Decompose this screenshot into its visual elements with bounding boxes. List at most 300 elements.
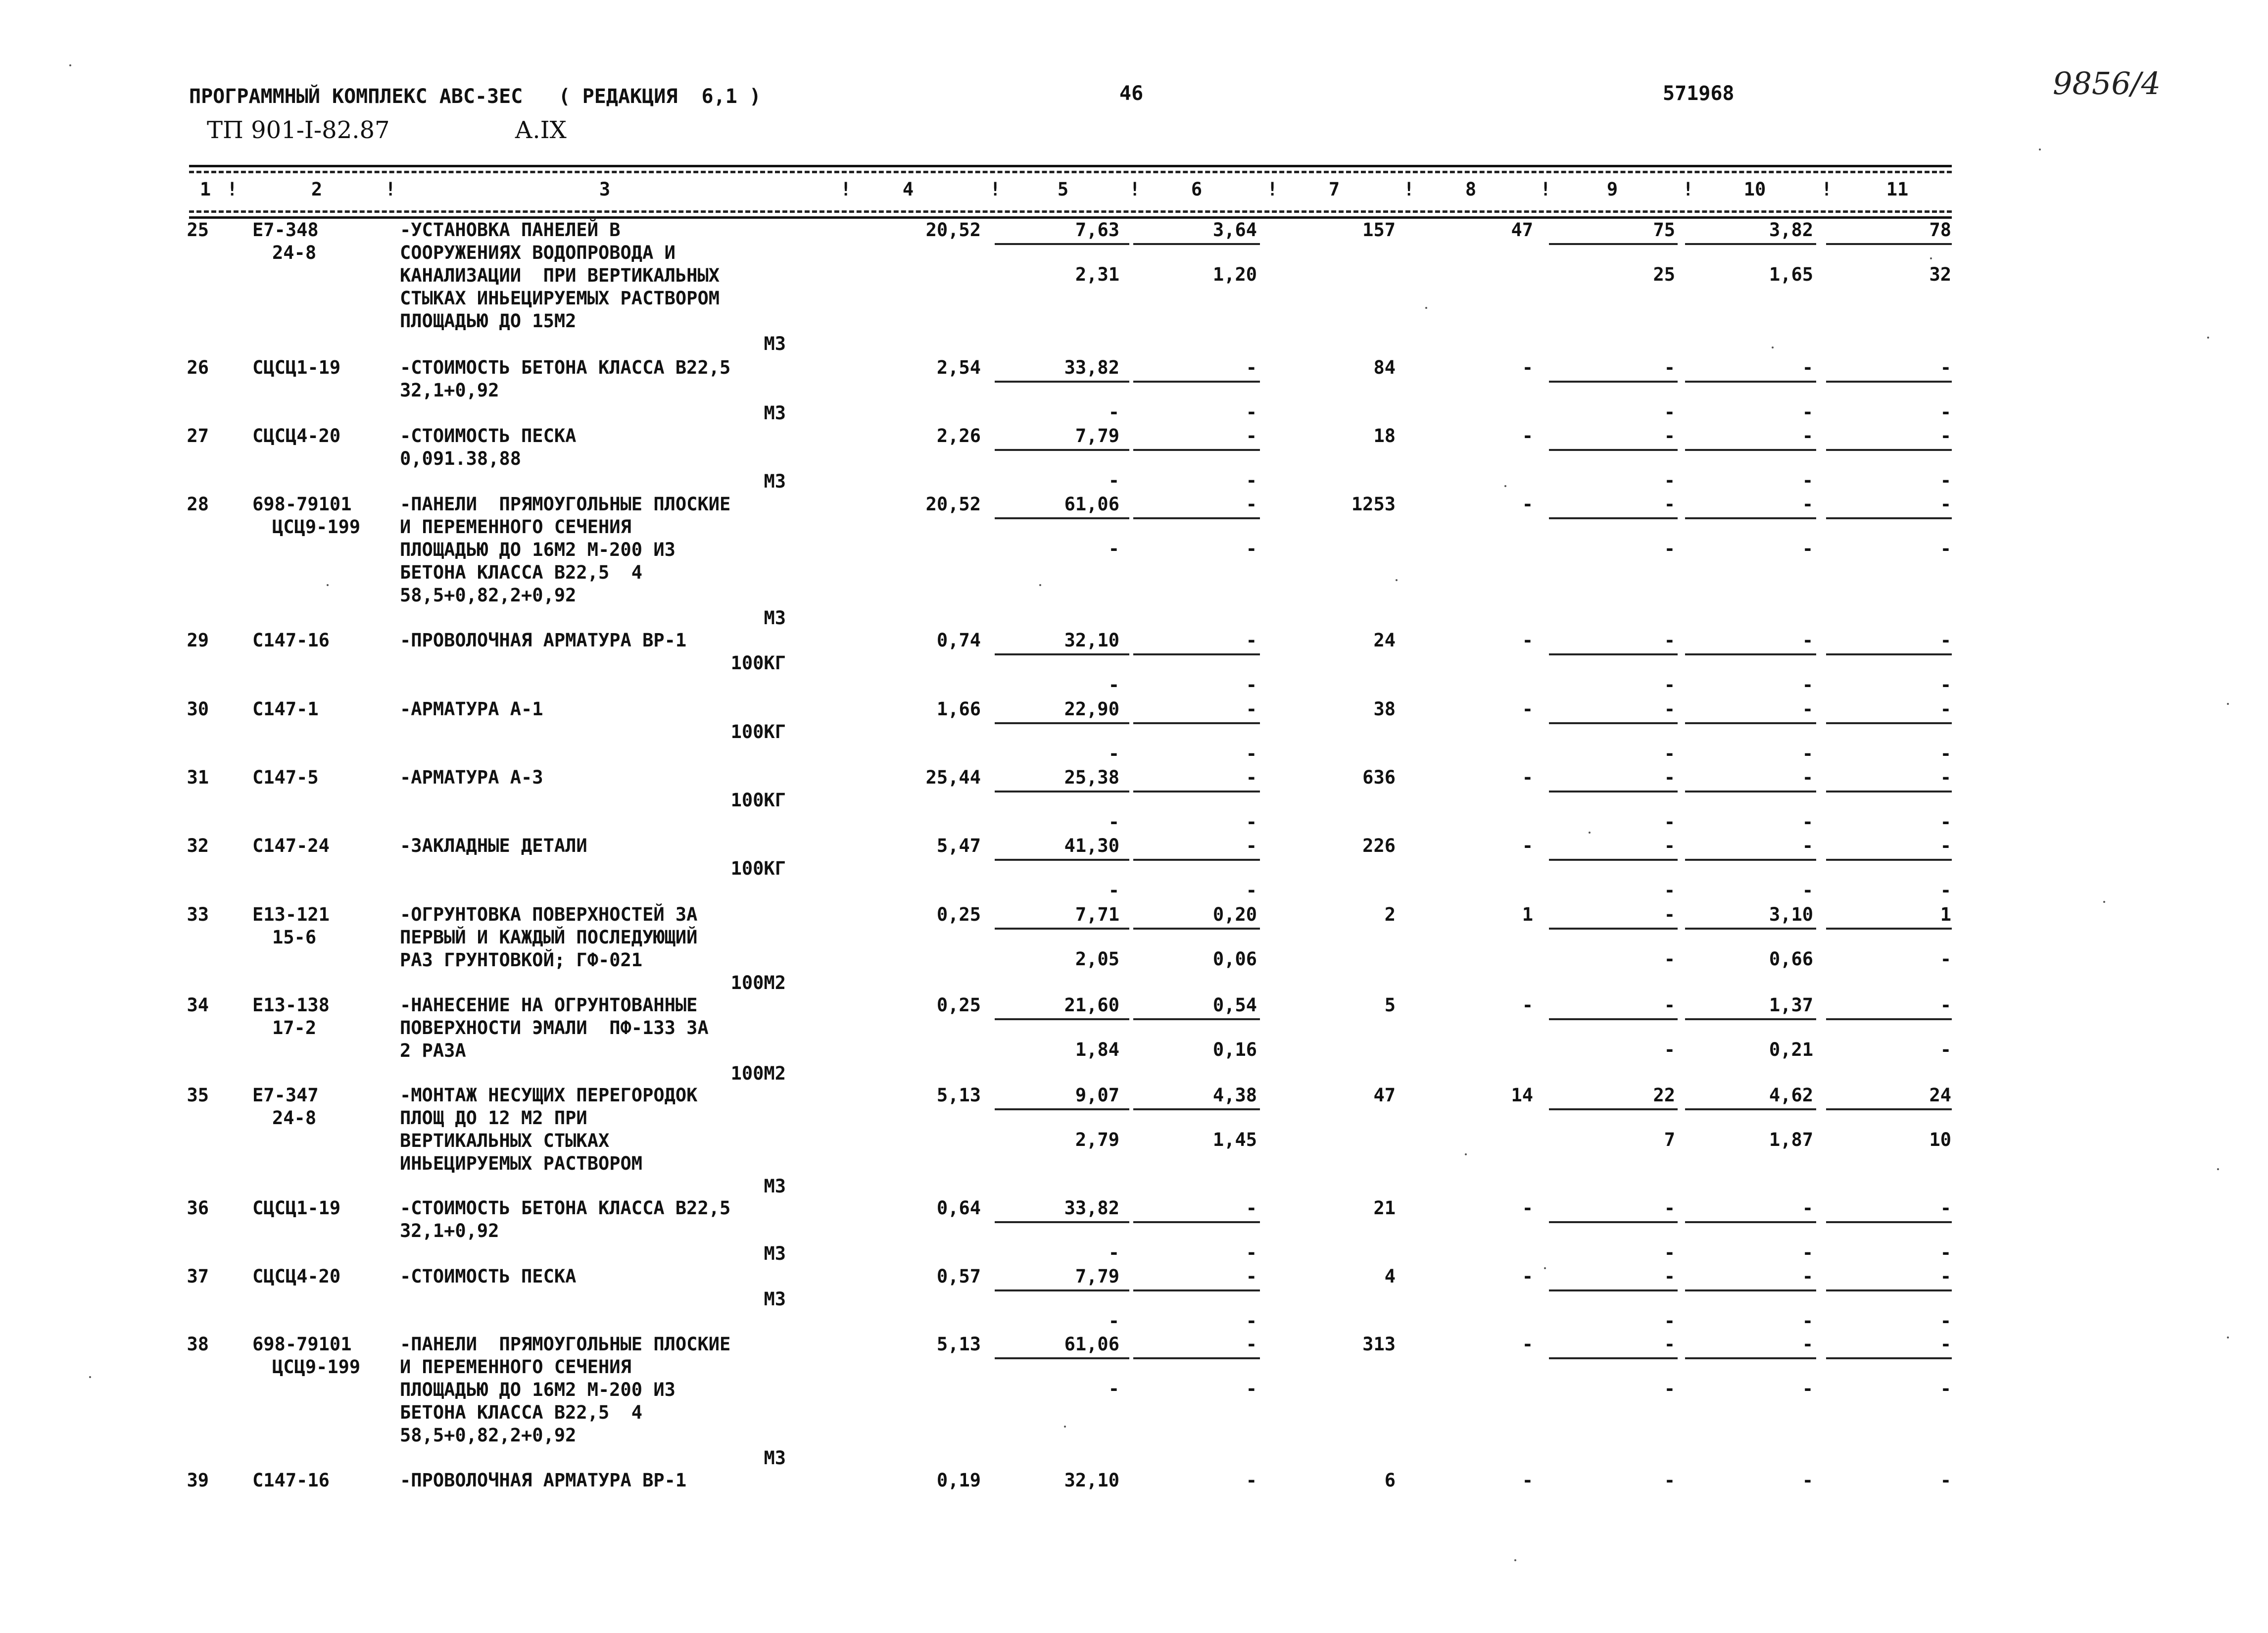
c5-value-bottom: 2,31 [1075,264,1119,285]
c6-value-top: 0,54 [1212,994,1257,1016]
c11-value-bottom: - [1940,1310,1951,1332]
c10-fraction-rule [1685,1289,1816,1291]
c5-value-top: 41,30 [1064,835,1119,856]
row-number: 32 [187,835,209,856]
pricing-code: 698-79101 [252,1334,352,1355]
c5-value-bottom: - [1108,401,1119,423]
work-description: -ПРОВОЛОЧНАЯ АРМАТУРА ВР-1 [400,1470,687,1491]
c11-value-top: 1 [1940,904,1951,925]
c10-value-bottom: - [1802,470,1813,491]
col8-value: - [1522,767,1533,788]
c6-value-top: - [1246,425,1257,446]
column-header-3: 3 [599,179,611,200]
c9-fraction-rule [1549,859,1678,861]
column-header-10: 10 [1743,179,1766,200]
c5-value-bottom: - [1108,743,1119,764]
c9-fraction-rule [1549,791,1678,792]
c5-fraction-rule [995,791,1129,792]
c10-value-top: 3,82 [1769,219,1813,241]
scan-speck [1589,832,1591,834]
c9-value-bottom: - [1664,811,1675,833]
scan-speck [1544,1267,1546,1269]
row-number: 37 [187,1266,209,1287]
total-count-value: 38 [1373,698,1396,720]
quantity-value: 1,66 [936,698,981,720]
measure-unit: 100КГ [730,721,786,742]
column-separator: ! [1267,179,1278,200]
c6-fraction-rule [1133,1357,1260,1359]
column-header-6: 6 [1191,179,1203,200]
c10-fraction-rule [1685,1357,1816,1359]
c10-value-bottom: - [1802,743,1813,764]
work-description: КАНАЛИЗАЦИИ ПРИ ВЕРТИКАЛЬНЫХ [400,265,720,286]
pricing-code: СЦСЦ1-19 [252,357,341,378]
scan-speck [1465,1153,1467,1155]
row-number: 28 [187,494,209,515]
c6-value-top: 4,38 [1212,1085,1257,1106]
c9-value-bottom: - [1664,880,1675,901]
work-description: -СТОИМОСТЬ ПЕСКА [400,1266,577,1287]
c6-value-bottom: - [1246,538,1257,559]
c11-value-bottom: - [1940,948,1951,970]
scan-speck [327,584,329,586]
c9-value-bottom: - [1664,948,1675,970]
work-description: ПЛОЩАДЬЮ ДО 16М2 М-200 ИЗ [400,1379,676,1400]
c5-value-top: 7,63 [1075,219,1119,241]
pricing-code: ЦСЦ9-199 [272,516,361,538]
scan-speck [1930,257,1932,259]
c11-value-top: - [1940,1197,1951,1219]
c10-value-top: - [1802,630,1813,651]
c5-fraction-rule [995,722,1129,724]
c9-value-bottom: - [1664,743,1675,764]
c9-value-top: - [1664,494,1675,515]
pricing-code: Е7-348 [252,219,319,241]
work-description: -АРМАТУРА А-3 [400,767,543,788]
c6-fraction-rule [1133,1221,1260,1223]
row-number: 26 [187,357,209,378]
c10-value-top: - [1802,1470,1813,1491]
pricing-code: СЦСЦ1-19 [252,1197,341,1219]
c9-fraction-rule [1549,928,1678,930]
c10-fraction-rule [1685,1221,1816,1223]
col8-value: - [1522,835,1533,856]
pricing-code: Е13-121 [252,904,330,925]
scan-speck [1425,307,1427,309]
work-description: ПОВЕРХНОСТИ ЭМАЛИ ПФ-133 ЗА [400,1017,709,1039]
column-header-5: 5 [1057,179,1069,200]
c6-value-top: 0,20 [1212,904,1257,925]
total-count-value: 18 [1373,425,1396,446]
c10-value-top: - [1802,494,1813,515]
pricing-code: 698-79101 [252,494,352,515]
c5-fraction-rule [995,517,1129,519]
c9-value-top: - [1664,994,1675,1016]
c10-fraction-rule [1685,1018,1816,1020]
c9-value-bottom: 7 [1664,1129,1675,1150]
measure-unit: М3 [764,1176,786,1197]
work-description: -УСТАНОВКА ПАНЕЛЕЙ В [400,219,621,241]
c5-fraction-rule [995,653,1129,655]
work-description: -ПАНЕЛИ ПРЯМОУГОЛЬНЫЕ ПЛОСКИЕ [400,1334,731,1355]
c11-value-top: - [1940,494,1951,515]
quantity-value: 0,57 [936,1266,981,1287]
pricing-code: С147-24 [252,835,330,856]
quantity-value: 5,13 [936,1085,981,1106]
c6-value-bottom: - [1246,1242,1257,1263]
work-description: 0,091.38,88 [400,448,522,469]
c6-value-bottom: - [1246,880,1257,901]
c9-value-bottom: - [1664,1310,1675,1332]
c11-value-bottom: - [1940,1378,1951,1399]
c9-fraction-rule [1549,449,1678,451]
col8-value: - [1522,1470,1533,1491]
c6-value-bottom: 0,16 [1212,1039,1257,1060]
c6-fraction-rule [1133,791,1260,792]
col8-value: - [1522,698,1533,720]
work-description: ПЛОЩАДЬЮ ДО 15М2 [400,310,577,332]
c6-fraction-rule [1133,1108,1260,1110]
work-description: -ОГРУНТОВКА ПОВЕРХНОСТЕЙ ЗА [400,904,698,925]
c9-fraction-rule [1549,1357,1678,1359]
c9-fraction-rule [1549,1289,1678,1291]
work-description: БЕТОНА КЛАССА В22,5 4 [400,1402,643,1423]
c11-fraction-rule [1826,449,1952,451]
c9-value-bottom: - [1664,674,1675,695]
c5-value-top: 7,71 [1075,904,1119,925]
c9-value-top: - [1664,1334,1675,1355]
work-description: 58,5+0,82,2+0,92 [400,1425,577,1446]
c10-fraction-rule [1685,859,1816,861]
table-top-rule [189,165,1952,167]
c10-value-top: 3,10 [1769,904,1813,925]
c9-value-top: 22 [1653,1085,1675,1106]
work-description: -СТОИМОСТЬ ПЕСКА [400,425,577,446]
c10-value-top: - [1802,425,1813,446]
c11-value-top: - [1940,1334,1951,1355]
scan-speck [2227,1336,2229,1338]
c9-value-top: - [1664,904,1675,925]
pricing-code: Е13-138 [252,994,330,1016]
measure-unit: М3 [764,1447,786,1469]
row-number: 33 [187,904,209,925]
c10-value-bottom: - [1802,880,1813,901]
c9-fraction-rule [1549,243,1678,245]
c5-fraction-rule [995,1221,1129,1223]
quantity-value: 0,19 [936,1470,981,1491]
work-description: -ПАНЕЛИ ПРЯМОУГОЛЬНЫЕ ПЛОСКИЕ [400,494,731,515]
c10-fraction-rule [1685,928,1816,930]
col8-value: 47 [1511,219,1533,241]
c11-value-bottom: - [1940,470,1951,491]
c11-value-top: - [1940,630,1951,651]
c6-fraction-rule [1133,243,1260,245]
work-description: ПЛОЩ ДО 12 М2 ПРИ [400,1107,587,1129]
row-number: 27 [187,425,209,446]
col8-value: 1 [1522,904,1533,925]
c9-value-bottom: - [1664,1242,1675,1263]
c6-value-top: - [1246,767,1257,788]
c9-value-top: - [1664,1266,1675,1287]
c9-value-top: - [1664,835,1675,856]
scan-speck [2207,337,2209,339]
c5-value-top: 33,82 [1064,357,1119,378]
c10-value-top: - [1802,698,1813,720]
c10-value-bottom: 0,66 [1769,948,1813,970]
c9-fraction-rule [1549,1018,1678,1020]
c10-value-bottom: - [1802,538,1813,559]
c11-fraction-rule [1826,1221,1952,1223]
c10-value-top: - [1802,835,1813,856]
c11-value-bottom: - [1940,811,1951,833]
c6-fraction-rule [1133,653,1260,655]
c9-value-top: - [1664,425,1675,446]
c11-fraction-rule [1826,791,1952,792]
measure-unit: 100М2 [730,972,786,993]
c9-fraction-rule [1549,653,1678,655]
pricing-code: 17-2 [272,1017,317,1039]
c11-value-top: - [1940,698,1951,720]
c5-value-bottom: 2,05 [1075,948,1119,970]
pricing-code: С147-16 [252,630,330,651]
c6-value-top: - [1246,698,1257,720]
pricing-code: 15-6 [272,927,317,948]
c11-value-top: - [1940,994,1951,1016]
c6-fraction-rule [1133,1018,1260,1020]
c10-value-top: 4,62 [1769,1085,1813,1106]
total-count-value: 5 [1384,994,1396,1016]
c11-value-bottom: - [1940,401,1951,423]
c9-fraction-rule [1549,381,1678,383]
c10-fraction-rule [1685,1108,1816,1110]
c6-fraction-rule [1133,517,1260,519]
col8-value: - [1522,425,1533,446]
c11-fraction-rule [1826,243,1952,245]
total-count-value: 24 [1373,630,1396,651]
c5-fraction-rule [995,1357,1129,1359]
c6-value-bottom: - [1246,1378,1257,1399]
scan-speck [2103,901,2105,903]
c11-fraction-rule [1826,1018,1952,1020]
measure-unit: М3 [764,607,786,629]
c6-value-top: - [1246,1470,1257,1491]
c11-fraction-rule [1826,517,1952,519]
c6-value-top: - [1246,1334,1257,1355]
c10-value-top: - [1802,357,1813,378]
c10-value-bottom: - [1802,401,1813,423]
pricing-code: 24-8 [272,1107,317,1129]
c9-fraction-rule [1549,722,1678,724]
quantity-value: 5,13 [936,1334,981,1355]
total-count-value: 4 [1384,1266,1396,1287]
c6-fraction-rule [1133,722,1260,724]
pricing-code: СЦСЦ4-20 [252,425,341,446]
total-count-value: 21 [1373,1197,1396,1219]
total-count-value: 226 [1362,835,1396,856]
work-description: 2 РАЗА [400,1040,466,1061]
row-number: 39 [187,1470,209,1491]
c5-value-top: 25,38 [1064,767,1119,788]
work-description: -МОНТАЖ НЕСУЩИХ ПЕРЕГОРОДОК [400,1085,698,1106]
column-separator: ! [840,179,852,200]
row-number: 29 [187,630,209,651]
column-header-1: 1 [199,179,211,200]
pricing-code: СЦСЦ4-20 [252,1266,341,1287]
c9-value-top: 75 [1653,219,1675,241]
c6-fraction-rule [1133,859,1260,861]
c11-fraction-rule [1826,859,1952,861]
c10-value-top: - [1802,1197,1813,1219]
c9-value-top: - [1664,767,1675,788]
c10-value-bottom: 1,65 [1769,264,1813,285]
work-description: -АРМАТУРА А-1 [400,698,543,720]
work-description: ВЕРТИКАЛЬНЫХ СТЫКАХ [400,1130,610,1151]
quantity-value: 2,54 [936,357,981,378]
c10-value-bottom: 0,21 [1769,1039,1813,1060]
c11-value-top: - [1940,767,1951,788]
c11-value-top: - [1940,1470,1951,1491]
c5-value-top: 33,82 [1064,1197,1119,1219]
c11-fraction-rule [1826,1289,1952,1291]
row-number: 36 [187,1197,209,1219]
work-description: И ПЕРЕМЕННОГО СЕЧЕНИЯ [400,1356,631,1378]
column-header-4: 4 [902,179,914,200]
c9-value-bottom: - [1664,1039,1675,1060]
c10-fraction-rule [1685,722,1816,724]
work-description: ПЛОЩАДЬЮ ДО 16М2 М-200 ИЗ [400,539,676,560]
quantity-value: 20,52 [925,494,981,515]
c10-value-bottom: - [1802,1310,1813,1332]
column-separator: ! [1821,179,1833,200]
c6-value-bottom: - [1246,743,1257,764]
pricing-code: ЦСЦ9-199 [272,1356,361,1378]
work-description: БЕТОНА КЛАССА В22,5 4 [400,562,643,583]
c11-value-bottom: - [1940,743,1951,764]
work-description: СООРУЖЕНИЯХ ВОДОПРОВОДА И [400,242,676,263]
work-description: -НАНЕСЕНИЕ НА ОГРУНТОВАННЫЕ [400,994,698,1016]
c6-value-bottom: 0,06 [1212,948,1257,970]
c10-fraction-rule [1685,653,1816,655]
c10-fraction-rule [1685,243,1816,245]
c10-value-top: 1,37 [1769,994,1813,1016]
c5-fraction-rule [995,449,1129,451]
c9-value-top: - [1664,1470,1675,1491]
c5-value-bottom: - [1108,811,1119,833]
table-top-dashed-rule [189,171,1952,173]
c6-value-bottom: 1,20 [1212,264,1257,285]
c6-value-bottom: - [1246,1310,1257,1332]
c9-value-top: - [1664,630,1675,651]
scan-speck [69,64,71,66]
c10-value-top: - [1802,1334,1813,1355]
c5-value-bottom: 1,84 [1075,1039,1119,1060]
c5-value-top: 61,06 [1064,494,1119,515]
c5-fraction-rule [995,1108,1129,1110]
c6-value-top: - [1246,1197,1257,1219]
c5-value-top: 32,10 [1064,630,1119,651]
column-header-8: 8 [1465,179,1477,200]
c5-value-top: 32,10 [1064,1470,1119,1491]
measure-unit: 100КГ [730,790,786,811]
c11-fraction-rule [1826,381,1952,383]
quantity-value: 5,47 [936,835,981,856]
column-separator: ! [990,179,1001,200]
document-code: 571968 [1663,82,1735,105]
total-count-value: 84 [1373,357,1396,378]
column-header-2: 2 [311,179,323,200]
row-number: 31 [187,767,209,788]
c5-value-bottom: 2,79 [1075,1129,1119,1150]
c11-fraction-rule [1826,1357,1952,1359]
measure-unit: М3 [764,333,786,354]
column-separator: ! [1540,179,1551,200]
scan-speck [1064,1426,1066,1428]
pricing-code: С147-1 [252,698,319,720]
scan-speck [1504,485,1506,487]
c5-value-bottom: - [1108,1242,1119,1263]
c11-value-top: 24 [1929,1085,1951,1106]
handwritten-inventory-number: 9856/4 [2053,65,2161,101]
c5-fraction-rule [995,381,1129,383]
c6-fraction-rule [1133,928,1260,930]
col8-value: - [1522,1197,1533,1219]
col8-value: 14 [1511,1085,1533,1106]
c11-value-top: - [1940,1266,1951,1287]
c6-fraction-rule [1133,381,1260,383]
c6-value-top: - [1246,835,1257,856]
measure-unit: 100КГ [730,652,786,674]
c9-value-bottom: - [1664,470,1675,491]
c5-value-bottom: - [1108,880,1119,901]
quantity-value: 0,25 [936,904,981,925]
c5-value-bottom: - [1108,674,1119,695]
c9-fraction-rule [1549,1108,1678,1110]
c11-value-bottom: 32 [1929,264,1951,285]
c11-value-bottom: 10 [1929,1129,1951,1150]
c10-value-bottom: - [1802,674,1813,695]
c9-fraction-rule [1549,1221,1678,1223]
column-header-7: 7 [1328,179,1340,200]
c10-value-bottom: - [1802,1242,1813,1263]
c5-fraction-rule [995,1289,1129,1291]
c5-value-bottom: - [1108,470,1119,491]
c5-value-bottom: - [1108,1378,1119,1399]
quantity-value: 0,74 [936,630,981,651]
pricing-code: Е7-347 [252,1085,319,1106]
work-description: -СТОИМОСТЬ БЕТОНА КЛАССА В22,5 [400,1197,731,1219]
col8-value: - [1522,630,1533,651]
c5-fraction-rule [995,243,1129,245]
c6-value-bottom: 1,45 [1212,1129,1257,1150]
scan-speck [2039,148,2041,150]
c6-value-top: - [1246,1266,1257,1287]
work-description: ПЕРВЫЙ И КАЖДЫЙ ПОСЛЕДУЮЩИЙ [400,927,698,948]
c10-fraction-rule [1685,449,1816,451]
c9-value-top: - [1664,357,1675,378]
project-id: ТП 901-I-82.87 [207,116,390,144]
col8-value: - [1522,1334,1533,1355]
c11-value-bottom: - [1940,674,1951,695]
c6-value-bottom: - [1246,811,1257,833]
section-label: А.IX [515,116,567,144]
work-description: 58,5+0,82,2+0,92 [400,585,577,606]
c11-value-bottom: - [1940,880,1951,901]
measure-unit: 100М2 [730,1063,786,1084]
c5-fraction-rule [995,928,1129,930]
c11-value-bottom: - [1940,1039,1951,1060]
c10-value-bottom: - [1802,1378,1813,1399]
c9-value-bottom: 25 [1653,264,1675,285]
